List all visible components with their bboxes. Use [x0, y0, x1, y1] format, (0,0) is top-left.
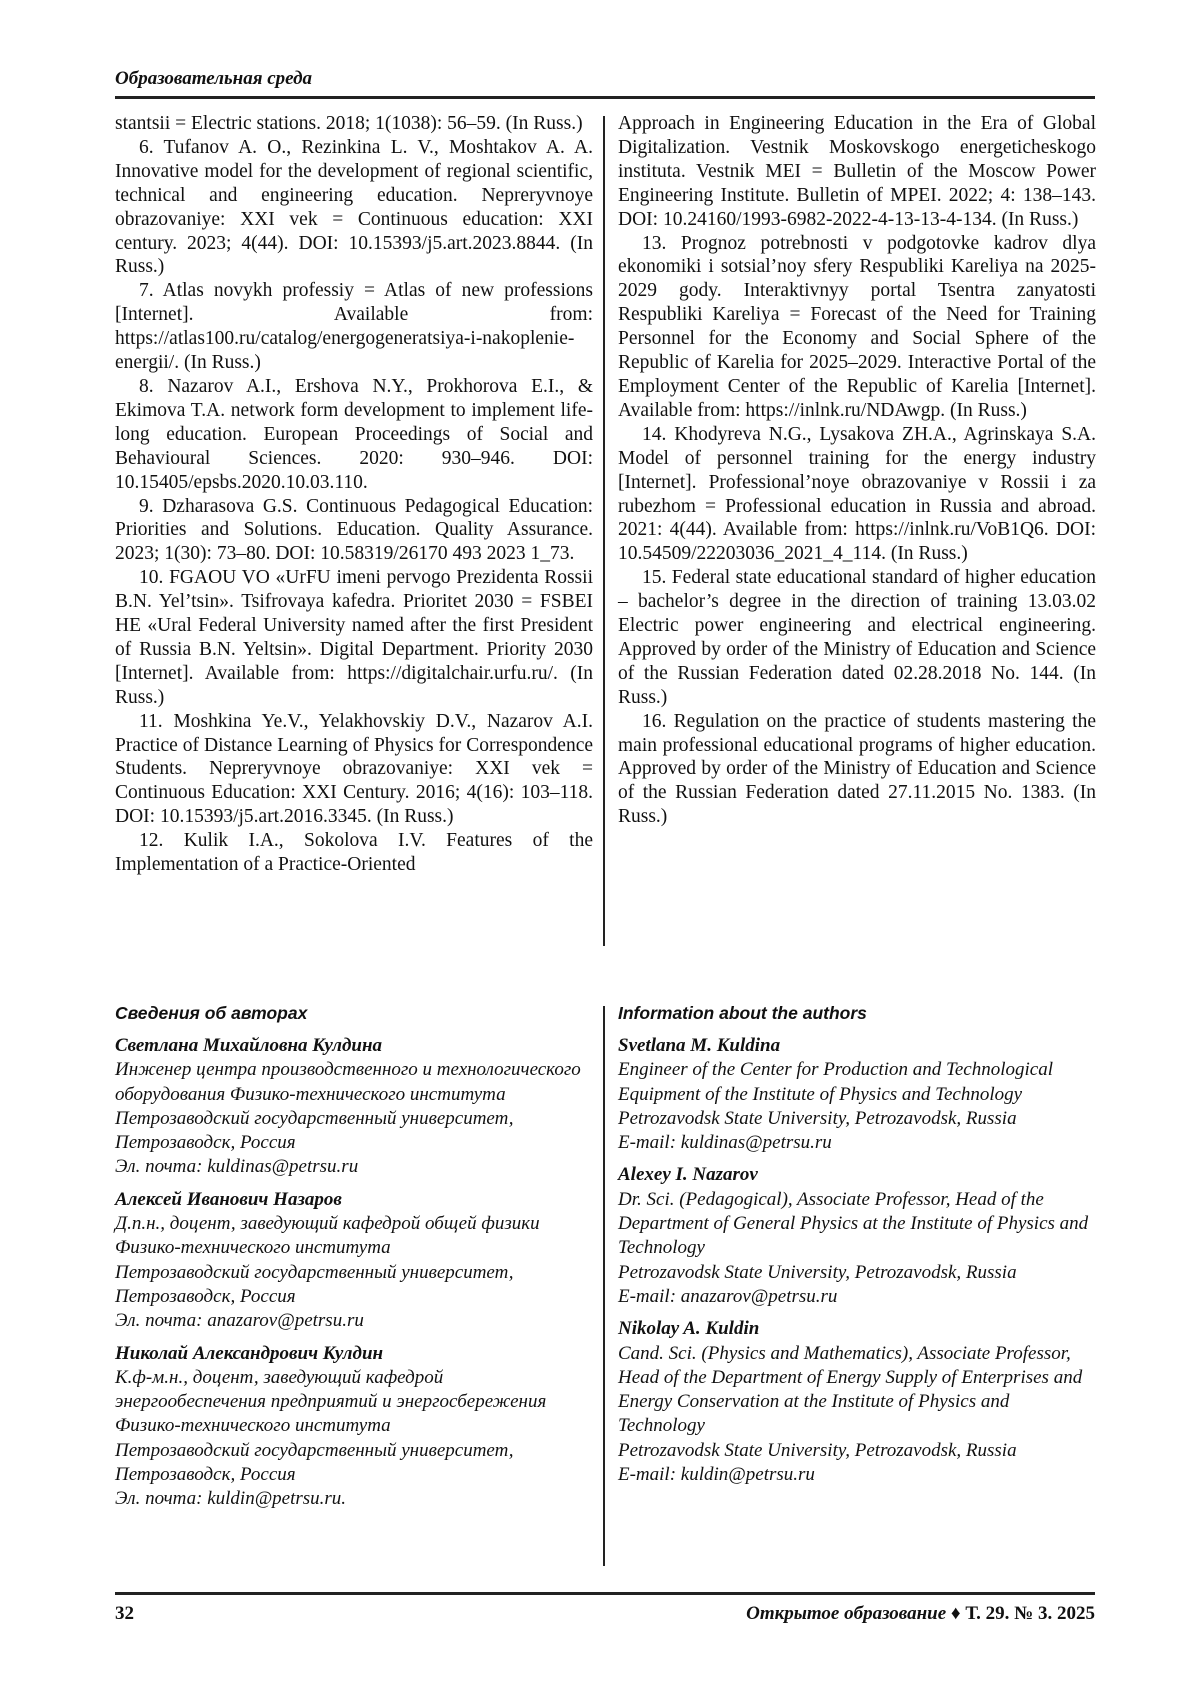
author-email: Эл. почта: kuldinas@petrsu.ru [115, 1155, 593, 1179]
reference-item: 12. Kulik I.A., Sokolova I.V. Features of the Implementation of a Practice-Oriented [115, 829, 593, 877]
reference-item: 16. Regulation on the practice of students mastering the main professional educational programs of higher education. Approved by order of the Ministry of Education and Science of the Russian Federation dated 27.11.2015 No. 1383. (In Russ.) [618, 710, 1096, 830]
author-affiliation: Engineer of the Center for Production and Technological Equipment of the Institute of Physics and Technology [618, 1058, 1096, 1107]
reference-item: 6. Tufanov A. O., Rezinkina L. V., Moshtakov A. A. Innovative model for the development of regional scientific, technical and engineering education. Nepreryvnoye obrazovaniye: XXI vek = Continuous education: XXI century. 2023; 4(44). DOI: 10.15393/j5.art.2023.8844. (In Russ.) [115, 136, 593, 279]
author-email: E-mail: anazarov@petrsu.ru [618, 1285, 1096, 1309]
author-entry [618, 1034, 1096, 1155]
author-entry [115, 1188, 593, 1334]
authors-en-section [618, 1002, 1096, 1495]
diamond-icon: ♦ [951, 1603, 961, 1624]
reference-item: 10. FGAOU VO «UrFU imeni pervogo Prezidenta Rossii B.N. Yel’tsin». Tsifrovaya kafedra. Prioritet 2030 = FSBEI HE «Ural Federal University named after the first President of Russia B.N. Yeltsin». Digital Department. Priority 2030 [Internet]. Available from: https://digitalchair.urfu.ru/. (In Russ.) [115, 566, 593, 709]
author-entry [618, 1163, 1096, 1309]
author-affiliation: Cand. Sci. (Physics and Mathematics), Associate Professor, Head of the Department of Energy Supply of Enterprises and Energy Conservation at the Institute of Physics and Technology [618, 1342, 1096, 1439]
references-right-column [618, 112, 1096, 829]
author-affiliation: К.ф-м.н., доцент, заведующий кафедрой энергообеспечения предприятий и энергосбережения Физико-технического института [115, 1366, 593, 1439]
author-name: Svetlana M. Kuldina [618, 1034, 1096, 1058]
references-left-column [115, 112, 593, 877]
header-rule [115, 96, 1095, 99]
author-name: Николай Александрович Кулдин [115, 1342, 593, 1366]
author-name: Алексей Иванович Назаров [115, 1188, 593, 1212]
author-email: E-mail: kuldinas@petrsu.ru [618, 1131, 1096, 1155]
author-email: Эл. почта: anazarov@petrsu.ru [115, 1309, 593, 1333]
reference-item: 15. Federal state educational standard of higher education – bachelor’s degree in the direction of training 13.03.02 Electric power engineering and electrical engineering. Approved by order of the Ministry of Education and Science of the Russian Federation dated 02.28.2018 No. 144. (In Russ.) [618, 566, 1096, 709]
author-name: Светлана Михайловна Кулдина [115, 1034, 593, 1058]
reference-item: 8. Nazarov A.I., Ershova N.Y., Prokhorova E.I., & Ekimova T.A. network form development to implement life-long education. European Proceedings of Social and Behavioural Sciences. 2020: 930–946. DOI: 10.15405/epsbs.2020.10.03.110. [115, 375, 593, 495]
page-number: 32 [115, 1603, 134, 1625]
author-affiliation: Petrozavodsk State University, Petrozavodsk, Russia [618, 1261, 1096, 1285]
reference-item: 11. Moshkina Ye.V., Yelakhovskiy D.V., Nazarov A.I. Practice of Distance Learning of Physics for Correspondence Students. Nepreryvnoye obrazovaniye: XXI vek = Continuous Education: XXI Century. 2016; 4(16): 103–118. DOI: 10.15393/j5.art.2016.3345. (In Russ.) [115, 710, 593, 830]
author-email: Эл. почта: kuldin@petrsu.ru. [115, 1487, 593, 1511]
authors-en-heading: Information about the authors [618, 1002, 1096, 1024]
author-entry [618, 1317, 1096, 1487]
reference-item: Approach in Engineering Education in the Era of Global Digitalization. Vestnik Moskovskogo energeticheskogo instituta. Vestnik MEI = Bulletin of the Moscow Power Engineering Institute. Bulletin of MPEI. 2022; 4: 138–143. DOI: 10.24160/1993-6982-2022-4-13-13-4-134. (In Russ.) [618, 112, 1096, 232]
reference-item: 14. Khodyreva N.G., Lysakova ZH.A., Agrinskaya S.A. Model of personnel training for the energy industry [Internet]. Professional’noye obrazovaniye v Rossii i za rubezhom = Professional education in Russia and abroad. 2021: 4(44). Available from: https://inlnk.ru/VoB1Q6. DOI: 10.54509/22203036_2021_4_114. (In Russ.) [618, 423, 1096, 566]
authors-ru-section [115, 1002, 593, 1520]
journal-title: Открытое образование [746, 1603, 946, 1624]
author-affiliation: Петрозаводский государственный университет, Петрозаводск, Россия [115, 1261, 593, 1310]
author-name: Alexey I. Nazarov [618, 1163, 1096, 1187]
running-head-section: Образовательная среда [115, 68, 312, 90]
footer-rule [115, 1592, 1095, 1595]
author-email: E-mail: kuldin@petrsu.ru [618, 1463, 1096, 1487]
journal-issue: Т. 29. № 3. 2025 [965, 1603, 1095, 1624]
reference-item: 13. Prognoz potrebnosti v podgotovke kadrov dlya ekonomiki i sotsial’noy sfery Respubliki Kareliya na 2025-2029 gody. Interaktivnyy portal Tsentra zanyatosti Respubliki Kareliya = Forecast of the Need for Training Personnel for the Economy and Social Sphere of the Republic of Karelia for 2025–2029. Interactive Portal of the Employment Center of the Republic of Karelia [Internet]. Available from: https://inlnk.ru/NDAwgp. (In Russ.) [618, 232, 1096, 423]
author-affiliation: Petrozavodsk State University, Petrozavodsk, Russia [618, 1107, 1096, 1131]
authors-column-divider [603, 1006, 605, 1566]
author-affiliation: Petrozavodsk State University, Petrozavodsk, Russia [618, 1439, 1096, 1463]
author-entry [115, 1342, 593, 1512]
authors-ru-heading: Сведения об авторах [115, 1002, 593, 1024]
author-affiliation: Петрозаводский государственный университет, Петрозаводск, Россия [115, 1439, 593, 1488]
reference-item: 7. Atlas novykh professiy = Atlas of new professions [Internet]. Available from: https://atlas100.ru/catalog/energogeneratsiya-i-nakoplenie-energii/. (In Russ.) [115, 279, 593, 375]
reference-item: stantsii = Electric stations. 2018; 1(1038): 56–59. (In Russ.) [115, 112, 593, 136]
author-entry [115, 1034, 593, 1180]
author-affiliation: Д.п.н., доцент, заведующий кафедрой общей физики Физико-технического института [115, 1212, 593, 1261]
author-affiliation: Петрозаводский государственный университет, Петрозаводск, Россия [115, 1107, 593, 1156]
author-affiliation: Dr. Sci. (Pedagogical), Associate Professor, Head of the Department of General Physics at the Institute of Physics and Technology [618, 1188, 1096, 1261]
footer-journal-info [746, 1603, 1095, 1625]
author-name: Nikolay A. Kuldin [618, 1317, 1096, 1341]
column-divider [603, 116, 605, 946]
author-affiliation: Инженер центра производственного и технологического оборудования Физико-технического института [115, 1058, 593, 1107]
reference-item: 9. Dzharasova G.S. Continuous Pedagogical Education: Priorities and Solutions. Education. Quality Assurance. 2023; 1(30): 73–80. DOI: 10.58319/26170 493 2023 1_73. [115, 495, 593, 567]
